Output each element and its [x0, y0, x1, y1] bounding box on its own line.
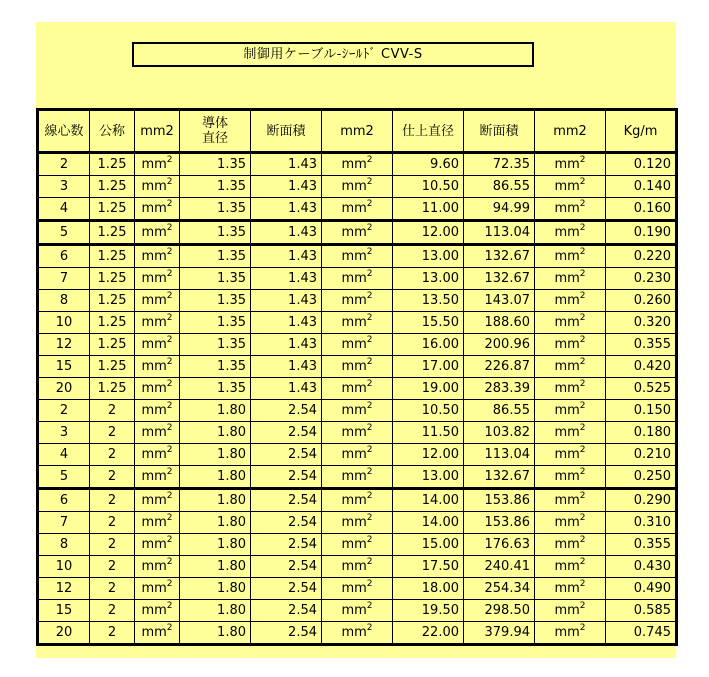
cell-finished-diameter: 13.00: [393, 245, 464, 268]
cell-finished-area: 113.04: [464, 444, 535, 466]
cell-nominal-unit: $mm^2$: [135, 198, 180, 221]
cell-conductor-area-unit: $mm^2$: [322, 176, 393, 198]
cell-nominal-unit: $mm^2$: [135, 221, 180, 245]
cell-conductor-area: 2.54: [251, 622, 322, 645]
cell-finished-area: 254.34: [464, 578, 535, 600]
cell-conductor-area-unit: $mm^2$: [322, 489, 393, 512]
cell-weight: 0.230: [606, 268, 677, 290]
cell-nominal-unit: $mm^2$: [135, 466, 180, 489]
table-row: [38, 290, 677, 312]
cell-cores: 8: [38, 290, 90, 312]
cell-weight: 0.585: [606, 600, 677, 622]
cell-finished-area: 132.67: [464, 268, 535, 290]
cell-finished-area-unit: $mm^2$: [535, 534, 606, 556]
cell-finished-diameter: 13.00: [393, 466, 464, 489]
table-row: [38, 312, 677, 334]
table-row: [38, 489, 677, 512]
cell-finished-area: 86.55: [464, 400, 535, 422]
cell-nominal-unit: $mm^2$: [135, 378, 180, 400]
cell-finished-area: 226.87: [464, 356, 535, 378]
cell-conductor-area: 2.54: [251, 422, 322, 444]
table-row: [38, 153, 677, 176]
cell-conductor-area-unit: $mm^2$: [322, 153, 393, 176]
cell-conductor-area-unit: $mm^2$: [322, 245, 393, 268]
cell-finished-diameter: 12.00: [393, 221, 464, 245]
cell-nominal: 1.25: [90, 153, 135, 176]
cell-finished-area-unit: $mm^2$: [535, 176, 606, 198]
cell-weight: 0.220: [606, 245, 677, 268]
cell-finished-diameter: 15.50: [393, 312, 464, 334]
cell-weight: 0.120: [606, 153, 677, 176]
table-row: [38, 556, 677, 578]
cell-conductor-diameter: 1.80: [180, 444, 251, 466]
cell-conductor-diameter: 1.35: [180, 198, 251, 221]
cell-cores: 6: [38, 489, 90, 512]
cell-nominal: 1.25: [90, 356, 135, 378]
header-nominal-unit: mm2: [135, 110, 180, 153]
cell-finished-diameter: 22.00: [393, 622, 464, 645]
cell-conductor-area-unit: $mm^2$: [322, 290, 393, 312]
cell-conductor-area: 1.43: [251, 312, 322, 334]
cell-finished-diameter: 16.00: [393, 334, 464, 356]
cell-cores: 7: [38, 268, 90, 290]
cell-weight: 0.525: [606, 378, 677, 400]
cell-conductor-area: 2.54: [251, 444, 322, 466]
header-finished-diameter: 仕上直径: [393, 110, 464, 153]
cell-cores: 5: [38, 466, 90, 489]
cell-finished-area-unit: $mm^2$: [535, 489, 606, 512]
cell-conductor-area-unit: $mm^2$: [322, 221, 393, 245]
cell-conductor-area-unit: $mm^2$: [322, 198, 393, 221]
cell-finished-area: 153.86: [464, 512, 535, 534]
cell-nominal-unit: $mm^2$: [135, 356, 180, 378]
cell-nominal: 1.25: [90, 176, 135, 198]
cell-finished-area-unit: $mm^2$: [535, 578, 606, 600]
cell-finished-area-unit: $mm^2$: [535, 198, 606, 221]
cell-nominal: 2: [90, 534, 135, 556]
cell-cores: 12: [38, 334, 90, 356]
cell-nominal: 2: [90, 444, 135, 466]
cell-weight: 0.250: [606, 466, 677, 489]
cell-weight: 0.745: [606, 622, 677, 645]
cell-weight: 0.260: [606, 290, 677, 312]
table-row: [38, 198, 677, 221]
cell-nominal-unit: $mm^2$: [135, 556, 180, 578]
table-row: [38, 356, 677, 378]
cell-weight: 0.210: [606, 444, 677, 466]
cell-nominal-unit: $mm^2$: [135, 600, 180, 622]
cell-conductor-area-unit: $mm^2$: [322, 378, 393, 400]
cell-finished-area: 188.60: [464, 312, 535, 334]
cell-finished-diameter: 19.50: [393, 600, 464, 622]
cell-finished-diameter: 10.50: [393, 400, 464, 422]
cell-nominal-unit: $mm^2$: [135, 400, 180, 422]
cell-finished-area: 132.67: [464, 245, 535, 268]
header-finished-area: 断面積: [464, 110, 535, 153]
cell-nominal: 2: [90, 512, 135, 534]
cell-conductor-area-unit: $mm^2$: [322, 556, 393, 578]
cell-finished-diameter: 13.00: [393, 268, 464, 290]
cell-conductor-diameter: 1.35: [180, 268, 251, 290]
header-row: [38, 110, 677, 153]
cell-finished-area-unit: $mm^2$: [535, 334, 606, 356]
cell-cores: 15: [38, 356, 90, 378]
header-nominal: 公称: [90, 110, 135, 153]
cell-finished-area: 176.63: [464, 534, 535, 556]
cell-conductor-area-unit: $mm^2$: [322, 534, 393, 556]
cell-nominal-unit: $mm^2$: [135, 268, 180, 290]
cell-finished-area: 113.04: [464, 221, 535, 245]
cell-conductor-area-unit: $mm^2$: [322, 356, 393, 378]
cell-weight: 0.320: [606, 312, 677, 334]
cell-nominal: 2: [90, 622, 135, 645]
cell-finished-diameter: 14.00: [393, 512, 464, 534]
header-finished-area-unit: mm2: [535, 110, 606, 153]
cell-cores: 8: [38, 534, 90, 556]
cell-nominal: 2: [90, 466, 135, 489]
cell-finished-area-unit: $mm^2$: [535, 245, 606, 268]
cell-finished-area-unit: $mm^2$: [535, 312, 606, 334]
cable-spec-table: [36, 108, 678, 646]
cell-conductor-diameter: 1.35: [180, 153, 251, 176]
cell-nominal: 2: [90, 578, 135, 600]
cell-finished-diameter: 9.60: [393, 153, 464, 176]
cell-cores: 3: [38, 176, 90, 198]
cell-finished-area: 143.07: [464, 290, 535, 312]
cell-nominal: 1.25: [90, 290, 135, 312]
cell-conductor-diameter: 1.80: [180, 556, 251, 578]
cell-conductor-area-unit: $mm^2$: [322, 466, 393, 489]
cell-finished-area: 103.82: [464, 422, 535, 444]
cell-conductor-area-unit: $mm^2$: [322, 578, 393, 600]
table-row: [38, 378, 677, 400]
cell-conductor-area: 1.43: [251, 268, 322, 290]
cell-weight: 0.310: [606, 512, 677, 534]
cell-conductor-area: 1.43: [251, 356, 322, 378]
cell-weight: 0.140: [606, 176, 677, 198]
cell-nominal: 2: [90, 600, 135, 622]
cell-nominal-unit: $mm^2$: [135, 176, 180, 198]
table-row: [38, 422, 677, 444]
cell-nominal-unit: $mm^2$: [135, 444, 180, 466]
cell-nominal-unit: $mm^2$: [135, 334, 180, 356]
cell-conductor-diameter: 1.80: [180, 600, 251, 622]
cell-finished-diameter: 19.00: [393, 378, 464, 400]
cell-conductor-area: 2.54: [251, 534, 322, 556]
cell-finished-area: 132.67: [464, 466, 535, 489]
cell-conductor-diameter: 1.35: [180, 378, 251, 400]
cell-nominal: 1.25: [90, 245, 135, 268]
cell-conductor-diameter: 1.35: [180, 356, 251, 378]
cell-weight: 0.355: [606, 334, 677, 356]
cell-nominal-unit: $mm^2$: [135, 578, 180, 600]
cell-cores: 6: [38, 245, 90, 268]
table-row: [38, 534, 677, 556]
cell-weight: 0.150: [606, 400, 677, 422]
cell-weight: 0.355: [606, 534, 677, 556]
cell-conductor-diameter: 1.35: [180, 334, 251, 356]
cell-conductor-area-unit: $mm^2$: [322, 268, 393, 290]
header-conductor-diameter: 導体 直径: [180, 110, 251, 153]
cell-nominal: 2: [90, 489, 135, 512]
cell-finished-area-unit: $mm^2$: [535, 290, 606, 312]
cell-finished-diameter: 13.50: [393, 290, 464, 312]
cell-finished-diameter: 18.00: [393, 578, 464, 600]
cell-finished-area-unit: $mm^2$: [535, 512, 606, 534]
cell-conductor-area: 1.43: [251, 334, 322, 356]
cell-conductor-diameter: 1.80: [180, 534, 251, 556]
cell-nominal-unit: $mm^2$: [135, 422, 180, 444]
cell-finished-area-unit: $mm^2$: [535, 444, 606, 466]
cell-conductor-area: 1.43: [251, 198, 322, 221]
cell-finished-diameter: 10.50: [393, 176, 464, 198]
cell-conductor-area-unit: $mm^2$: [322, 334, 393, 356]
cell-nominal: 1.25: [90, 198, 135, 221]
table-row: [38, 221, 677, 245]
cell-conductor-diameter: 1.35: [180, 221, 251, 245]
cell-cores: 20: [38, 378, 90, 400]
header-weight: Kg/m: [606, 110, 677, 153]
cell-nominal-unit: $mm^2$: [135, 312, 180, 334]
cell-conductor-area: 2.54: [251, 578, 322, 600]
cell-nominal: 2: [90, 400, 135, 422]
cell-nominal-unit: $mm^2$: [135, 534, 180, 556]
cell-finished-area: 298.50: [464, 600, 535, 622]
cell-conductor-area: 1.43: [251, 153, 322, 176]
cell-conductor-area: 1.43: [251, 245, 322, 268]
cell-conductor-area-unit: $mm^2$: [322, 444, 393, 466]
cell-nominal: 2: [90, 556, 135, 578]
cell-finished-diameter: 11.50: [393, 422, 464, 444]
cell-nominal: 1.25: [90, 268, 135, 290]
cell-finished-diameter: 12.00: [393, 444, 464, 466]
cell-weight: 0.180: [606, 422, 677, 444]
cell-nominal-unit: $mm^2$: [135, 622, 180, 645]
cell-weight: 0.160: [606, 198, 677, 221]
table-row: [38, 466, 677, 489]
cell-finished-area: 86.55: [464, 176, 535, 198]
cell-finished-area-unit: $mm^2$: [535, 221, 606, 245]
table-row: [38, 268, 677, 290]
cell-weight: 0.190: [606, 221, 677, 245]
cell-weight: 0.430: [606, 556, 677, 578]
cell-conductor-diameter: 1.80: [180, 489, 251, 512]
cell-cores: 4: [38, 198, 90, 221]
table-row: [38, 334, 677, 356]
cell-finished-area-unit: $mm^2$: [535, 600, 606, 622]
cell-conductor-area: 2.54: [251, 400, 322, 422]
cell-finished-area-unit: $mm^2$: [535, 422, 606, 444]
cell-weight: 0.290: [606, 489, 677, 512]
cell-nominal: 1.25: [90, 378, 135, 400]
header-conductor-area-unit: mm2: [322, 110, 393, 153]
cell-finished-area: 153.86: [464, 489, 535, 512]
cell-cores: 12: [38, 578, 90, 600]
cell-finished-area: 379.94: [464, 622, 535, 645]
cell-conductor-area: 1.43: [251, 221, 322, 245]
cell-finished-area-unit: $mm^2$: [535, 466, 606, 489]
cell-nominal-unit: $mm^2$: [135, 290, 180, 312]
cell-finished-diameter: 14.00: [393, 489, 464, 512]
table-row: [38, 578, 677, 600]
cell-conductor-area: 2.54: [251, 512, 322, 534]
cell-cores: 2: [38, 400, 90, 422]
cell-weight: 0.420: [606, 356, 677, 378]
cell-cores: 4: [38, 444, 90, 466]
cell-nominal: 2: [90, 422, 135, 444]
header-cores: 線心数: [38, 110, 90, 153]
cell-nominal-unit: $mm^2$: [135, 245, 180, 268]
table-row: [38, 622, 677, 645]
cell-nominal: 1.25: [90, 312, 135, 334]
cell-conductor-diameter: 1.35: [180, 176, 251, 198]
header-conductor-area: 断面積: [251, 110, 322, 153]
cell-conductor-diameter: 1.80: [180, 578, 251, 600]
cell-cores: 7: [38, 512, 90, 534]
cell-finished-area-unit: $mm^2$: [535, 356, 606, 378]
table-row: [38, 245, 677, 268]
cell-conductor-area: 2.54: [251, 556, 322, 578]
cell-conductor-diameter: 1.80: [180, 422, 251, 444]
cell-conductor-area: 1.43: [251, 290, 322, 312]
table-row: [38, 512, 677, 534]
cell-conductor-diameter: 1.35: [180, 245, 251, 268]
cell-cores: 10: [38, 556, 90, 578]
cell-finished-area-unit: $mm^2$: [535, 153, 606, 176]
cell-conductor-diameter: 1.80: [180, 622, 251, 645]
cell-conductor-diameter: 1.35: [180, 290, 251, 312]
cell-cores: 2: [38, 153, 90, 176]
cell-cores: 10: [38, 312, 90, 334]
cell-conductor-area-unit: $mm^2$: [322, 312, 393, 334]
cell-conductor-area: 1.43: [251, 378, 322, 400]
cell-nominal-unit: $mm^2$: [135, 512, 180, 534]
cell-finished-area-unit: $mm^2$: [535, 622, 606, 645]
cell-cores: 3: [38, 422, 90, 444]
cell-finished-area: 72.35: [464, 153, 535, 176]
cell-finished-area-unit: $mm^2$: [535, 268, 606, 290]
cell-finished-area: 283.39: [464, 378, 535, 400]
cell-conductor-diameter: 1.80: [180, 400, 251, 422]
cell-nominal: 1.25: [90, 221, 135, 245]
table-row: [38, 600, 677, 622]
cell-conductor-area-unit: $mm^2$: [322, 600, 393, 622]
cell-conductor-area-unit: $mm^2$: [322, 512, 393, 534]
cell-nominal: 1.25: [90, 334, 135, 356]
cell-finished-area: 200.96: [464, 334, 535, 356]
table-row: [38, 400, 677, 422]
cell-conductor-area-unit: $mm^2$: [322, 422, 393, 444]
cell-finished-diameter: 11.00: [393, 198, 464, 221]
cell-conductor-area-unit: $mm^2$: [322, 400, 393, 422]
cell-conductor-area: 2.54: [251, 600, 322, 622]
cell-weight: 0.490: [606, 578, 677, 600]
cell-finished-area-unit: $mm^2$: [535, 378, 606, 400]
cell-finished-area: 240.41: [464, 556, 535, 578]
cell-conductor-area: 2.54: [251, 489, 322, 512]
cell-finished-diameter: 17.00: [393, 356, 464, 378]
cell-conductor-diameter: 1.80: [180, 466, 251, 489]
table-row: [38, 176, 677, 198]
cell-conductor-area-unit: $mm^2$: [322, 622, 393, 645]
cell-conductor-diameter: 1.35: [180, 312, 251, 334]
cell-cores: 20: [38, 622, 90, 645]
cell-finished-area-unit: $mm^2$: [535, 400, 606, 422]
cell-cores: 15: [38, 600, 90, 622]
cell-conductor-area: 2.54: [251, 466, 322, 489]
cell-finished-area: 94.99: [464, 198, 535, 221]
cell-nominal-unit: $mm^2$: [135, 153, 180, 176]
cell-finished-area-unit: $mm^2$: [535, 556, 606, 578]
cell-conductor-area: 1.43: [251, 176, 322, 198]
sheet-title: 制御用ケーブル-ｼｰﾙﾄﾞ CVV-S: [132, 42, 534, 67]
cell-finished-diameter: 17.50: [393, 556, 464, 578]
cell-nominal-unit: $mm^2$: [135, 489, 180, 512]
cell-cores: 5: [38, 221, 90, 245]
table-row: [38, 444, 677, 466]
cell-finished-diameter: 15.00: [393, 534, 464, 556]
cell-conductor-diameter: 1.80: [180, 512, 251, 534]
